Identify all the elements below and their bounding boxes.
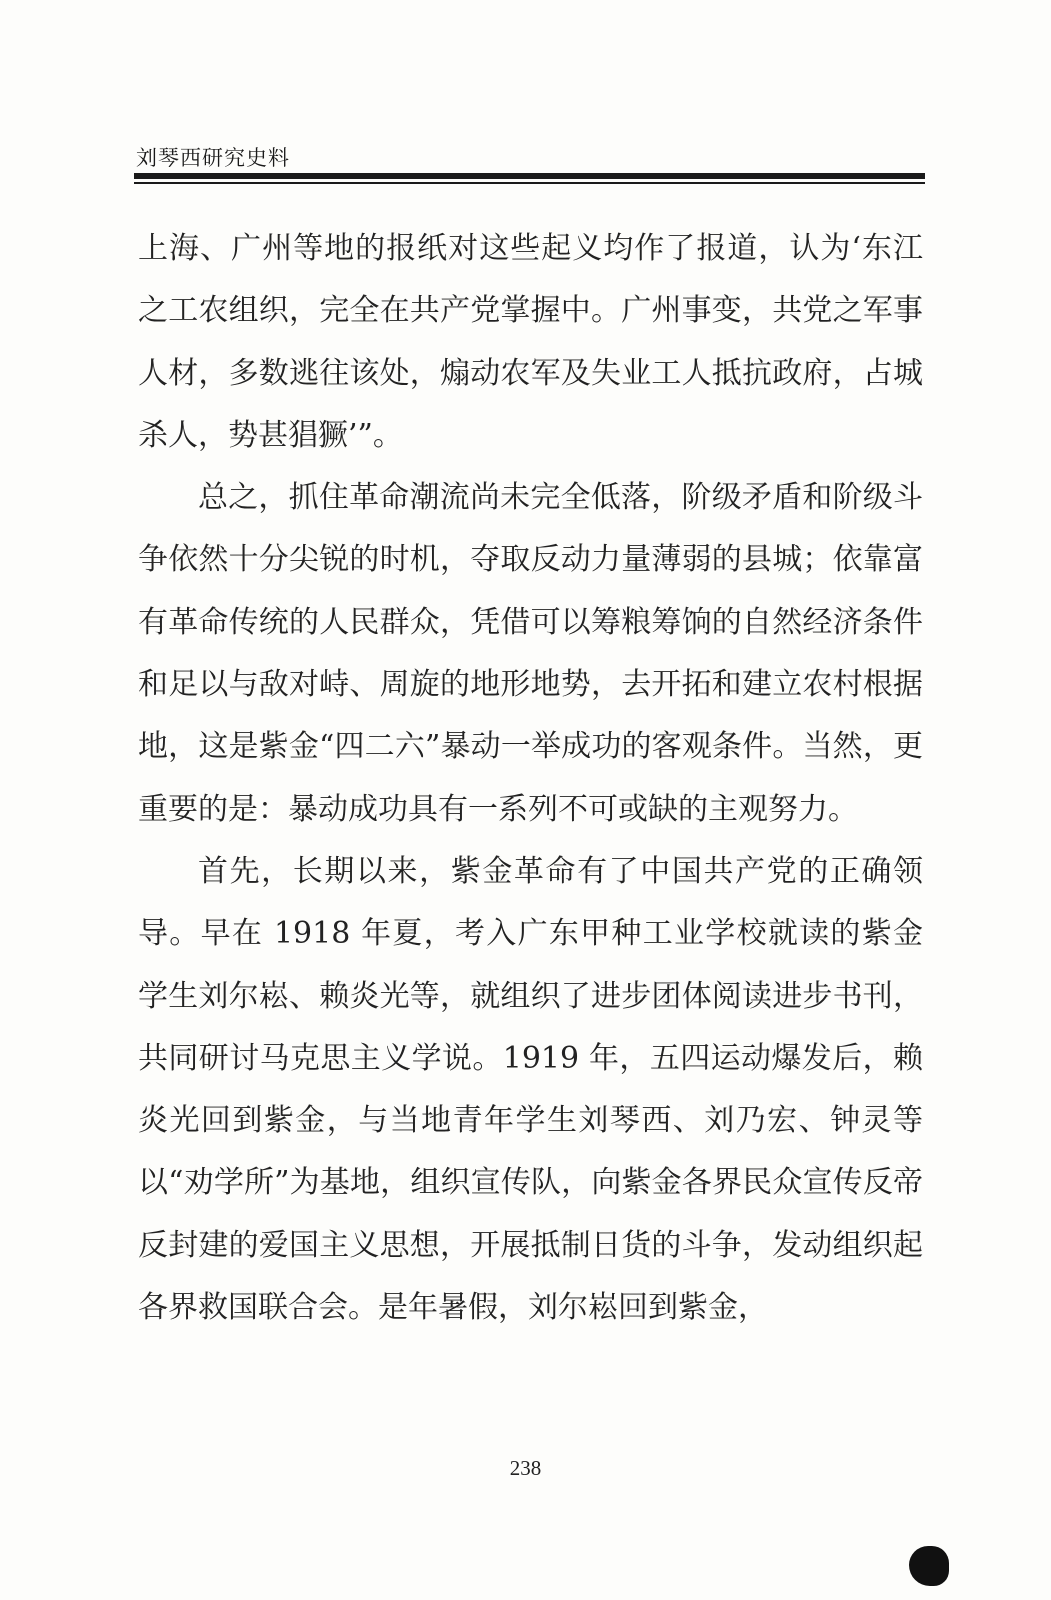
page-number: 238: [509, 1456, 542, 1480]
header-rule-thin: [134, 182, 925, 184]
paragraph-continuation: 上海、广州等地的报纸对这些起义均作了报道，认为‘东江之工农组织，完全在共产党掌握中。广州事变，共党之军事人材，多数逃往该处，煽动农军及失业工人抵抗政府，占城杀人，势甚猖獗’”。: [138, 231, 923, 453]
scan-smudge-mark: [909, 1546, 949, 1586]
paragraph-first-point: 首先，长期以来，紫金革命有了中国共产党的正确领导。早在 1918 年夏，考入广东甲种工业学校就读的紫金学生刘尔崧、赖炎光等，就组织了进步团体阅读进步书刊，共同研讨马克思主义学说。1919 年，五四运动爆发后，赖炎光回到紫金，与当地青年学生刘琴西、刘乃宏、钟灵等以“劝学所”为基地，组织宣传队，向紫金各界民众宣传反帝反封建的爱国主义思想，开展抵制日货的斗争，发动组织起各界救国联合会。是年暑假，刘尔崧回到紫金，: [138, 853, 923, 1326]
running-header-title: 刘琴西研究史料: [136, 146, 290, 170]
body-text: [138, 218, 923, 1339]
header-rule-thick: [134, 173, 925, 179]
paragraph-summary: 总之，抓住革命潮流尚未完全低落，阶级矛盾和阶级斗争依然十分尖锐的时机，夺取反动力量薄弱的县城；依靠富有革命传统的人民群众，凭借可以筹粮筹饷的自然经济条件和足以与敌对峙、周旋的地形地势，去开拓和建立农村根据地，这是紫金“四二六”暴动一举成功的客观条件。当然，更重要的是：暴动成功具有一系列不可或缺的主观努力。: [138, 480, 923, 827]
